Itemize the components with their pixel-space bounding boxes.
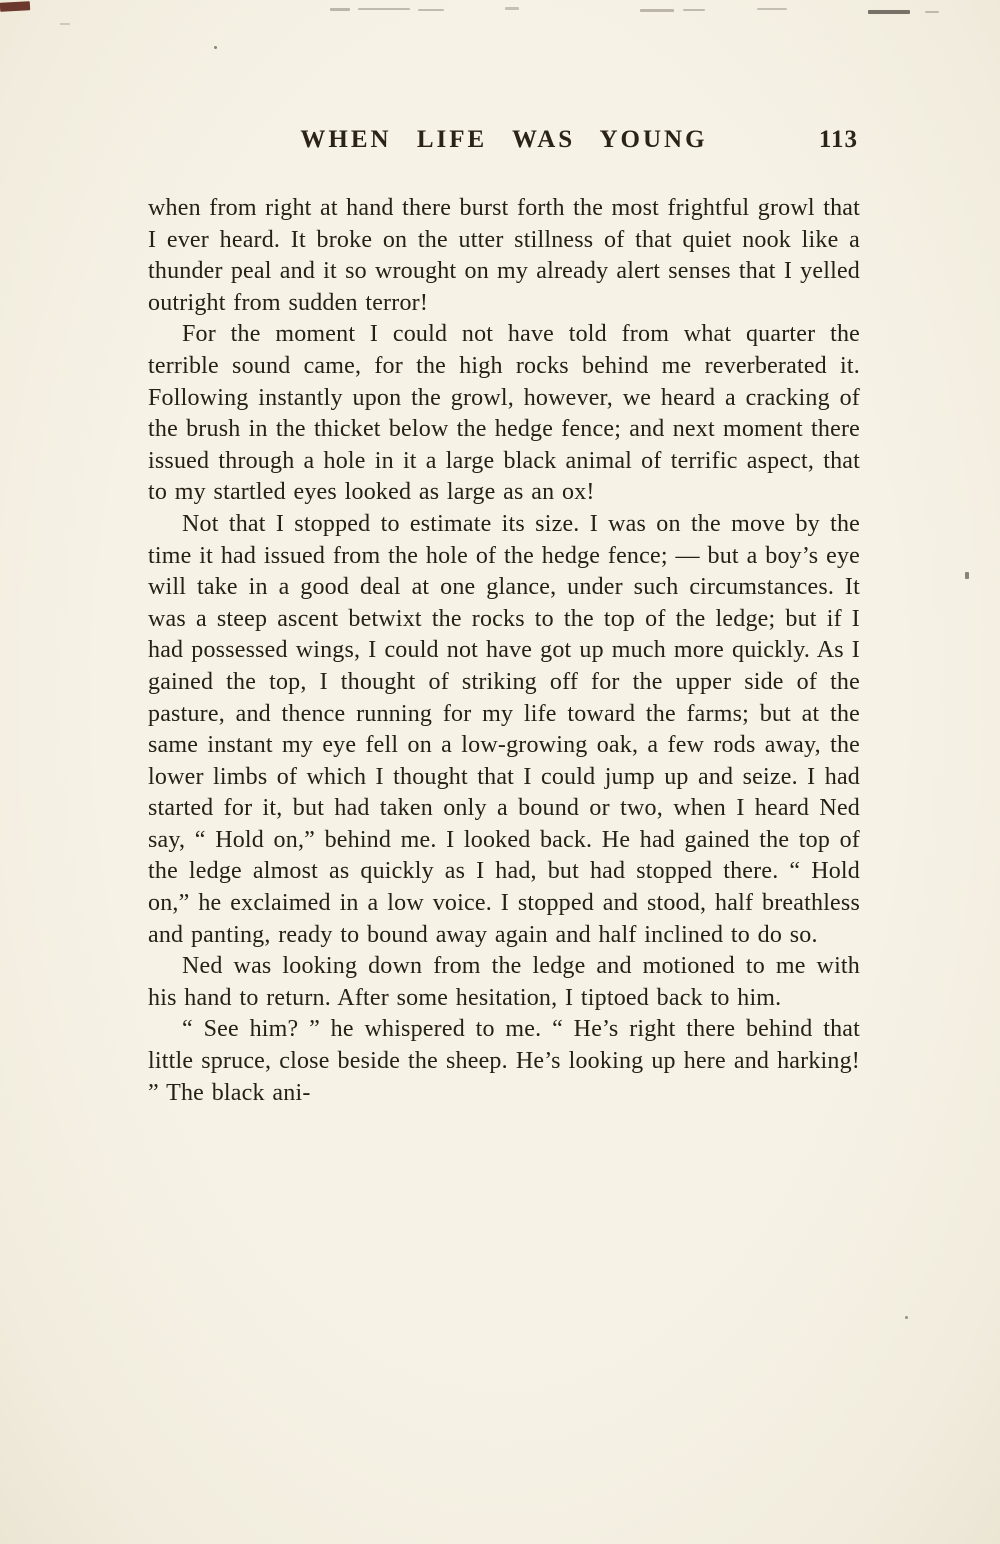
scan-artifact [358,8,410,10]
scan-artifact [868,10,910,14]
scan-artifact [418,9,444,11]
paragraph: “ See him? ” he whispered to me. “ He’s right there behind that little spruce, close beside the sheep. He’s looking up here and harking! ” The black ani- [148,1016,860,1106]
scan-artifact [0,1,30,12]
paragraph: Ned was looking down from the ledge and motioned to me with his hand to return. After some hesitation, I tiptoed back to him. [148,953,860,1011]
scan-artifact [330,8,350,11]
body-text [148,193,860,1109]
scan-artifact [905,1316,908,1319]
running-header [148,126,860,160]
scan-artifact [683,9,705,11]
scan-artifact [60,23,70,25]
header-title: WHEN LIFE WAS YOUNG [300,126,708,153]
paragraph: For the moment I could not have told from what quarter the terrible sound came, for the high rocks behind me reverberated it. Following instantly upon the growl, however, we heard a cracking of the brush in the thicket below the hedge fence; and next moment there issued through a hole in it a large black animal of terrific aspect, that to my startled eyes looked as large as an ox! [148,321,860,506]
scan-artifact [925,11,939,13]
scan-artifact [214,46,217,49]
scan-artifact [640,9,674,12]
scan-artifact [757,8,787,10]
scan-artifact [505,7,519,10]
scan-artifact [965,572,969,579]
page-number: 113 [818,126,858,153]
paragraph: Not that I stopped to estimate its size. I was on the move by the time it had issued from the hole of the hedge fence; — but a boy’s eye will take in a good deal at one glance, under such circumstances. It was a steep ascent betwixt the rocks to the top of the ledge; but if I had possessed wings, I could not have got up much more quickly. As I gained the top, I thought of striking off for the upper side of the pasture, and thence running for my life toward the farms; but at the same instant my eye fell on a low-growing oak, a few rods away, the lower limbs of which I thought that I could jump up and seize. I had started for it, but had taken only a bound or two, when I heard Ned say, “ Hold on,” behind me. I looked back. He had gained the top of the ledge almost as quickly as I had, but had stopped there. “ Hold on,” he exclaimed in a low voice. I stopped and stood, half breathless and panting, ready to bound away again and half inclined to do so. [148,510,860,948]
paragraph: when from right at hand there burst forth the most frightful growl that I ever heard. It broke on the utter stillness of that quiet nook like a thunder peal and it so wrought on my already alert senses that I yelled outright from sudden terror! [148,195,860,316]
